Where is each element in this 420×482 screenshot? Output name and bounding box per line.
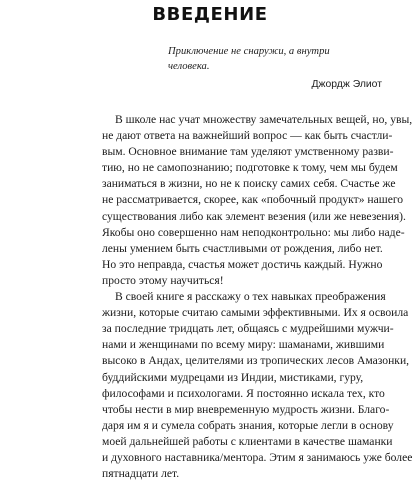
body-line: не дают ответа на важнейший вопрос — как быть счастли- — [102, 129, 393, 143]
body-line: нами и женщинами по всему миру: шаманами, жившими — [102, 338, 385, 352]
body-line: за последние тридцать лет, общаясь с мудрейшими мужчи- — [102, 322, 394, 336]
body-line: Якобы оно совершенно нам неподконтрольно: мы либо наде- — [102, 225, 405, 239]
body-line: лены умением быть счастливыми от рождения, либо нет. — [102, 241, 383, 255]
body-line: жизни, которые считаю самыми эффективными. Их я освоила — [102, 306, 409, 320]
body-line: Но это неправда, счастья может достичь каждый. Нужно — [102, 257, 383, 271]
epigraph-line: Приключение не снаружи, а внутри — [168, 46, 330, 57]
body-line: существования либо как элемент везения (или же невезения). — [102, 209, 406, 223]
body-line: вым. Основное внимание там уделяют умственному разви- — [102, 145, 394, 159]
body-line: и духовного наставника/ментора. Этим я занимаюсь уже более — [102, 450, 413, 464]
epigraph-line: человека. — [168, 61, 210, 73]
epigraph-quote — [168, 44, 383, 75]
body-line: высоко в Андах, целителями из тропических лесов Амазонки, — [102, 354, 410, 368]
body-line: буддийскими мудрецами из Индии, мистиками, гуру, — [102, 370, 364, 384]
body-line: моей дальнейшей работы с клиентами в качестве шаманки — [102, 434, 393, 448]
body-text — [102, 112, 413, 482]
body-line: пятнадцати лет. — [102, 467, 180, 481]
body-line: В школе нас учат множеству замечательных вещей, но, увы, — [115, 113, 413, 126]
body-line: чтобы нести в мир вневременную мудрость жизни. Благо- — [102, 402, 390, 416]
epigraph-author: Джордж Элиот — [311, 79, 382, 90]
body-line: философами и психологами. Я постоянно искала тех, кто — [102, 386, 385, 400]
body-line: просто этому научиться! — [102, 273, 224, 287]
chapter-title: ВВЕДЕНИЕ — [152, 4, 268, 25]
body-line: даря им я и сумела собрать знания, которые легли в основу — [102, 418, 394, 432]
body-line: В своей книге я расскажу о тех навыках преображения — [115, 290, 386, 304]
body-line: тию, но не самопознанию; подготовке к тому, чем мы будем — [102, 161, 398, 175]
body-line: заниматься в жизни, но не к поиску самих себя. Счастье же — [102, 177, 396, 191]
body-line: не рассматривается, скорее, как «побочный продукт» нашего — [102, 193, 404, 207]
